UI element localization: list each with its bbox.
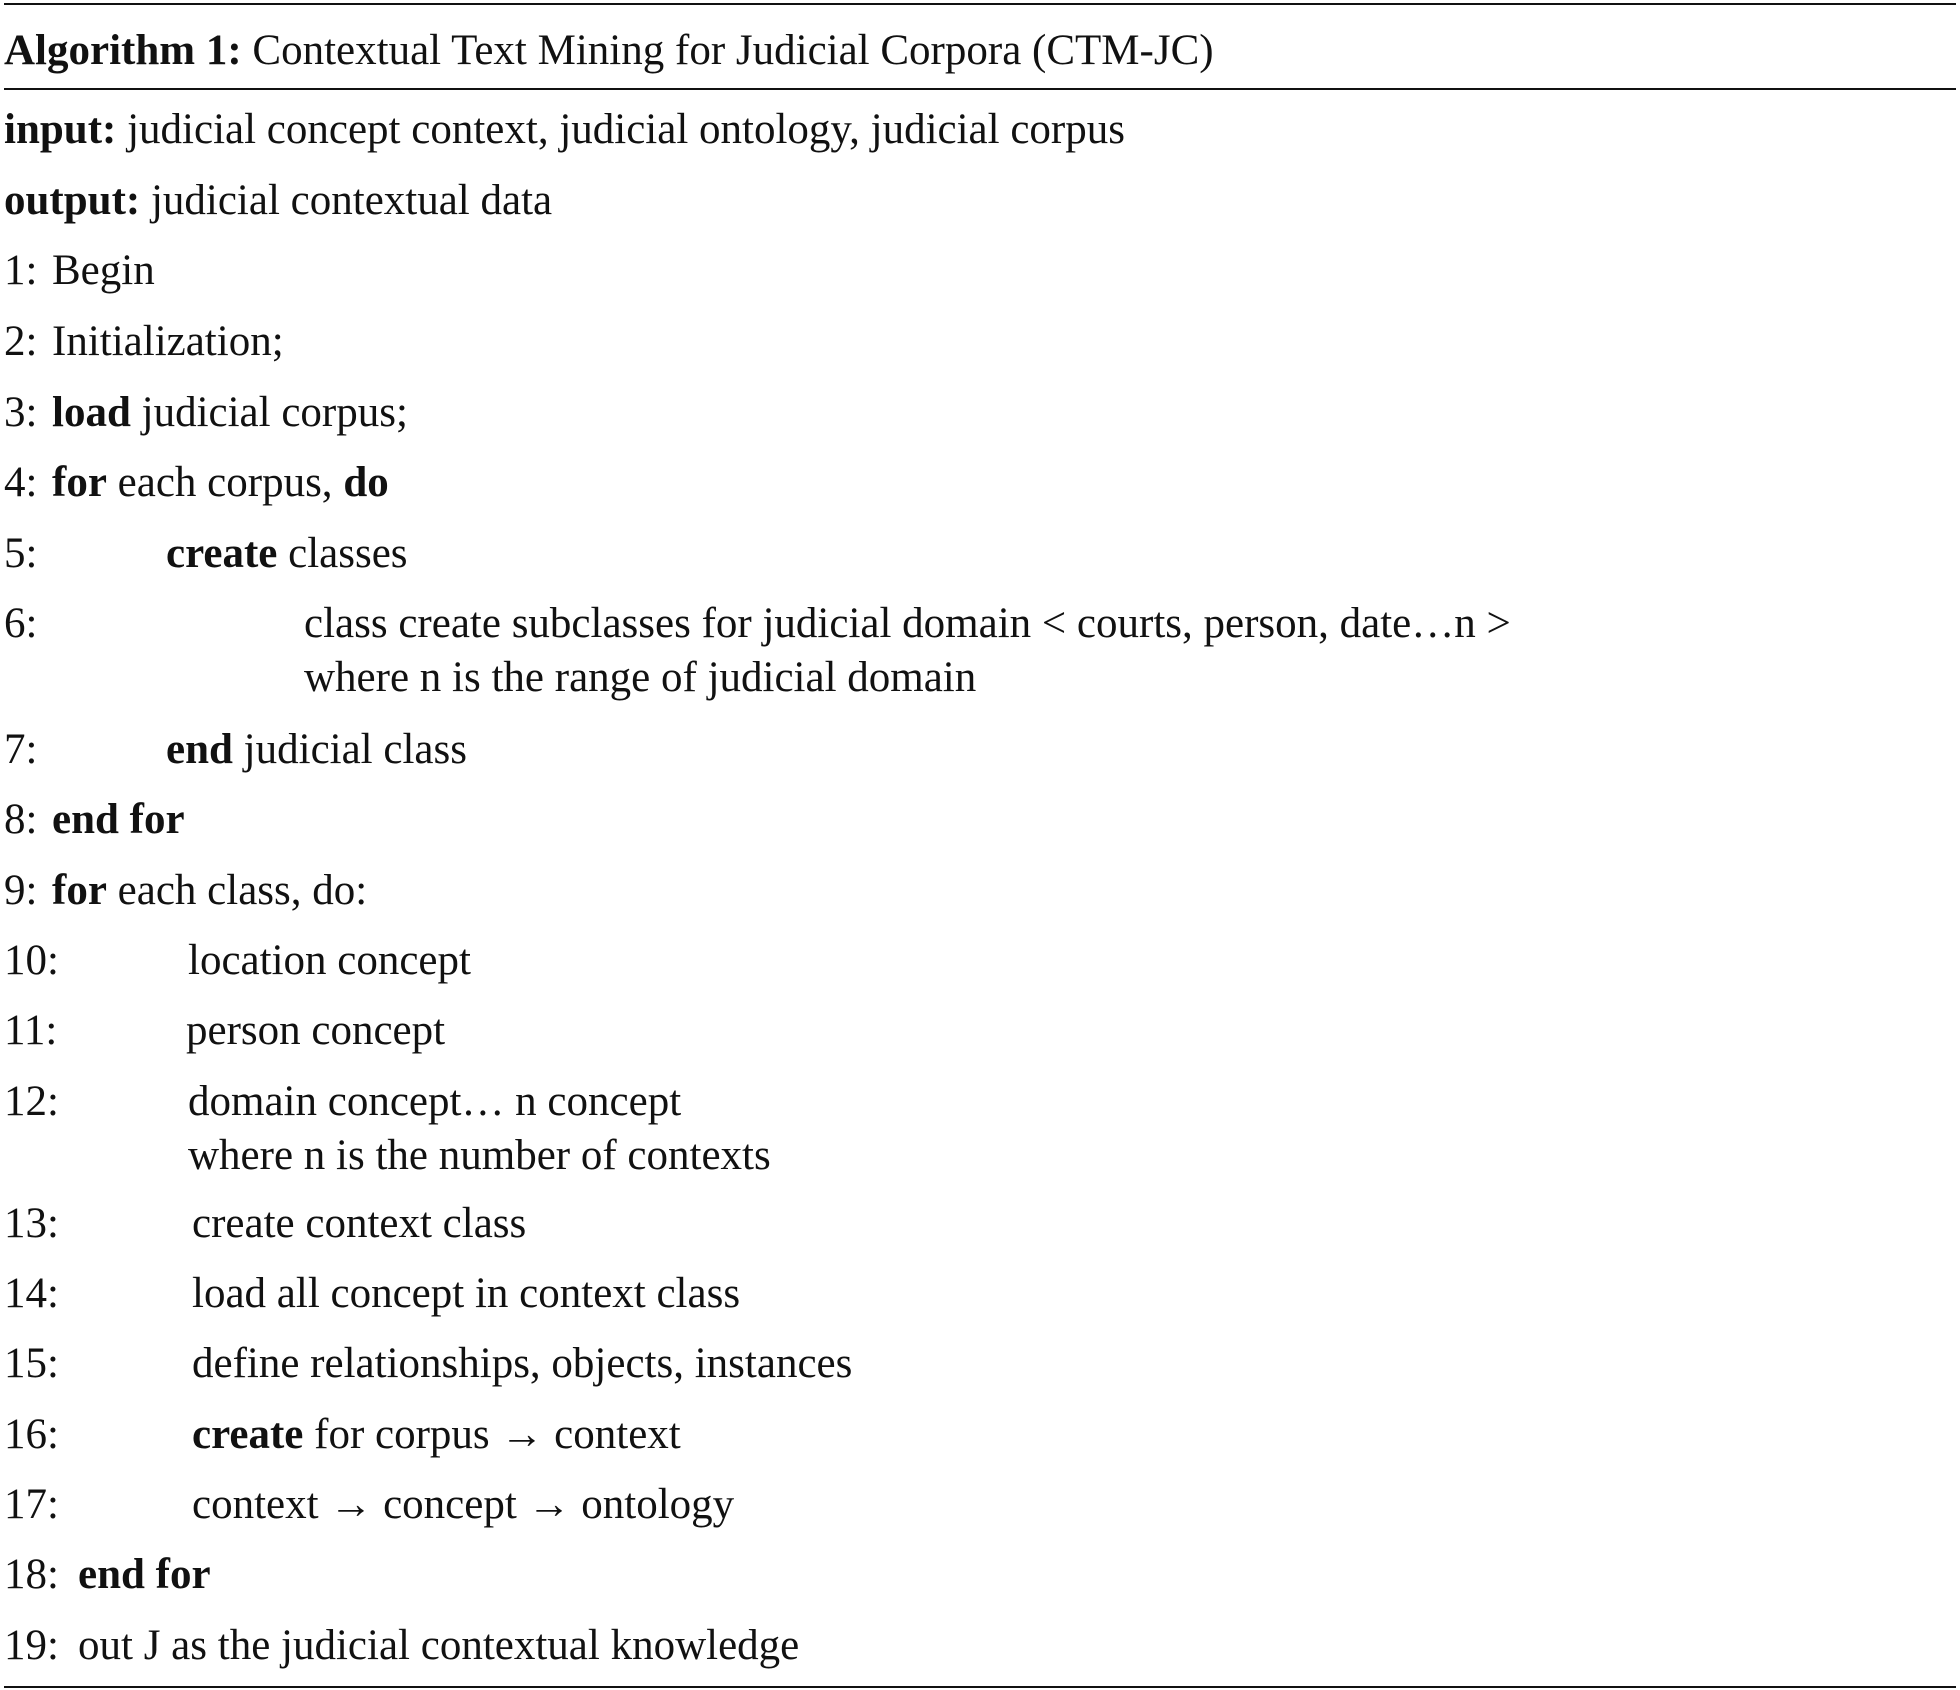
step-19 [4,1620,1956,1672]
step-text-segment: person concept [186,1007,446,1054]
keyword: load [52,389,131,436]
step-text-segment: judicial class [232,726,467,773]
step-text-segment: load all concept in context class [192,1270,741,1317]
step-text [52,865,367,917]
step-text [52,316,284,368]
output-label: output: [4,177,141,224]
step-number: 7: [4,726,38,773]
step-text-segment: class create subclasses for judicial domain < courts, person, date…n > [304,600,1511,647]
step-text-segment: each class, do: [106,867,368,914]
input-text: judicial concept context, judicial ontology, judicial corpus [127,106,1125,153]
input-label: input: [4,106,117,153]
step-number: 5: [4,530,38,577]
step-16 [4,1409,1956,1461]
step-8 [4,794,1956,846]
step-4 [4,457,1956,509]
step-text-segment: create context class [192,1200,527,1247]
bottom-rule [4,1686,1956,1688]
step-text [166,528,408,580]
step-text [186,1005,445,1057]
step-9 [4,865,1956,917]
step-number: 12: [4,1078,59,1125]
step-text-segment: each corpus, [106,459,344,506]
step-text [52,387,408,439]
step-number: 17: [4,1481,59,1528]
step-number: 18: [4,1551,59,1598]
keyword: create [166,530,278,577]
step-number: 4: [4,459,38,506]
keyword: for [52,459,107,506]
keyword: end for [78,1551,211,1598]
step-text-segment: for corpus → context [303,1411,681,1458]
step-text-segment: classes [277,530,408,577]
step-18 [4,1549,1956,1601]
step-continuation: where n is the number of contexts [188,1132,771,1179]
step-text [52,457,389,509]
step-5 [4,528,1956,580]
step-number: 9: [4,867,38,914]
step-number: 13: [4,1200,59,1247]
step-number: 11: [4,1007,58,1054]
algorithm-title-text: Contextual Text Mining for Judicial Corpora (CTM-JC) [252,27,1214,74]
keyword: for [52,867,107,914]
top-rule [4,3,1956,5]
step-number: 6: [4,600,38,647]
step-continuation: where n is the range of judicial domain [304,654,977,701]
step-text-segment: context → concept → ontology [192,1481,735,1528]
step-text [52,245,155,297]
algorithm-title-label: Algorithm 1: [4,27,242,74]
step-17 [4,1479,1956,1531]
step-number: 2: [4,318,38,365]
step-text-segment: Initialization; [52,318,284,365]
step-number: 16: [4,1411,59,1458]
step-text-segment: judicial corpus; [130,389,408,436]
step-6 [4,598,1956,704]
step-15 [4,1338,1956,1390]
keyword: create [192,1411,304,1458]
step-text [304,598,1511,650]
output-line [4,175,552,227]
algorithm-title [4,26,1214,76]
step-number: 15: [4,1340,59,1387]
step-text [78,1620,799,1672]
step-text-segment: out J as the judicial contextual knowledge [78,1622,800,1669]
step-text [166,724,467,776]
step-text [192,1409,681,1461]
step-number: 3: [4,389,38,436]
algorithm-box [4,0,1956,1690]
step-2 [4,316,1956,368]
step-number: 14: [4,1270,59,1317]
step-13 [4,1198,1956,1250]
step-number: 8: [4,796,38,843]
header-rule [4,88,1956,90]
step-text [192,1268,740,1320]
step-3 [4,387,1956,439]
step-text-segment: define relationships, objects, instances [192,1340,853,1387]
step-text [188,935,471,987]
step-10 [4,935,1956,987]
step-number: 1: [4,247,38,294]
step-7 [4,724,1956,776]
step-number: 10: [4,937,59,984]
step-12 [4,1076,1956,1182]
input-line [4,104,1125,156]
step-text-segment: domain concept… n concept [188,1078,682,1125]
step-text-segment: location concept [188,937,471,984]
step-text [188,1076,681,1128]
step-text [192,1479,734,1531]
step-1 [4,245,1956,297]
keyword: end [166,726,233,773]
step-number: 19: [4,1622,59,1669]
keyword: do [343,459,389,506]
step-text-segment: Begin [52,247,155,294]
step-14 [4,1268,1956,1320]
step-text [52,794,185,846]
step-11 [4,1005,1956,1057]
keyword: end for [52,796,185,843]
output-text: judicial contextual data [150,177,553,224]
step-text [192,1198,526,1250]
step-text [78,1549,211,1601]
step-text [192,1338,852,1390]
